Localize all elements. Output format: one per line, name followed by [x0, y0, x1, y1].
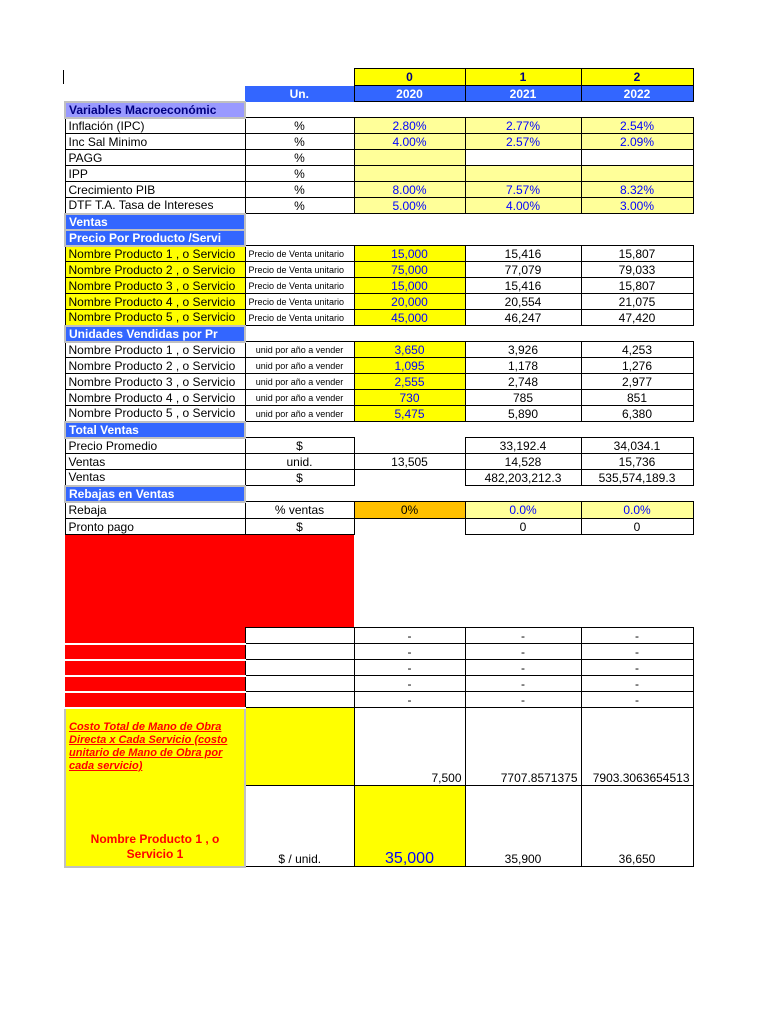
- value-cell[interactable]: 0: [465, 519, 581, 535]
- row-label[interactable]: Inflación (IPC): [65, 118, 245, 134]
- section-macro-title[interactable]: Variables Macroeconómic: [65, 102, 245, 118]
- row-unit[interactable]: unid.: [245, 454, 354, 470]
- value-cell[interactable]: 2,748: [465, 374, 581, 390]
- value-cell[interactable]: 2.54%: [581, 118, 693, 134]
- blank-cell[interactable]: [354, 230, 465, 246]
- product-label[interactable]: Nombre Producto 5 , o Servicio: [65, 310, 245, 326]
- servicios-note[interactable]: Empresas de Servicios No requieren materia Prima: [65, 535, 245, 628]
- value-cell[interactable]: 34,034.1: [581, 438, 693, 454]
- value-cell[interactable]: 77,079: [465, 262, 581, 278]
- section-total-title-row: [65, 422, 693, 438]
- value-cell[interactable]: 2,977: [581, 374, 693, 390]
- precio-row: [65, 294, 693, 310]
- blank-cell[interactable]: [354, 486, 465, 502]
- row-label[interactable]: Pronto pago: [65, 519, 245, 535]
- value-cell[interactable]: 5,890: [465, 406, 581, 422]
- section-ventas-title-row: [65, 214, 693, 230]
- precio-row: [65, 262, 693, 278]
- row-unit[interactable]: $: [245, 470, 354, 486]
- macro-row: [65, 134, 693, 150]
- dash-cell[interactable]: -: [465, 628, 581, 644]
- value-cell[interactable]: 5.00%: [354, 198, 465, 214]
- value-cell[interactable]: 15,416: [465, 278, 581, 294]
- unidades-row: [65, 390, 693, 406]
- value-cell[interactable]: 33,192.4: [465, 438, 581, 454]
- row-label[interactable]: IPP: [65, 166, 245, 182]
- value-cell[interactable]: 0.0%: [581, 502, 693, 519]
- value-cell[interactable]: 46,247: [465, 310, 581, 326]
- product-label[interactable]: Nombre Producto 5 , o Servicio: [65, 406, 245, 422]
- precio-row: [65, 278, 693, 294]
- product-label[interactable]: Nombre Producto 1 , o Servicio: [65, 342, 245, 358]
- blank-cell[interactable]: [245, 326, 354, 342]
- section-macro-title-row: [65, 102, 693, 118]
- row-unit[interactable]: %: [245, 166, 354, 182]
- value-cell[interactable]: 20,554: [465, 294, 581, 310]
- value-cell[interactable]: 15,000: [354, 278, 465, 294]
- blank-cell[interactable]: [354, 535, 465, 628]
- row-label[interactable]: PAGG: [65, 150, 245, 166]
- blank-cell[interactable]: [465, 535, 581, 628]
- value-cell[interactable]: 15,807: [581, 246, 693, 262]
- value-cell[interactable]: 535,574,189.3: [581, 470, 693, 486]
- dash-cell[interactable]: -: [465, 676, 581, 692]
- mano-obra-row: [65, 708, 693, 786]
- producto1-label[interactable]: Nombre Producto 1 , o Servicio 1: [65, 786, 245, 867]
- value-cell[interactable]: 20,000: [354, 294, 465, 310]
- producto1-row: [65, 786, 693, 867]
- row-unit[interactable]: %: [245, 118, 354, 134]
- blank-cell[interactable]: [465, 486, 581, 502]
- dash-cell[interactable]: -: [465, 660, 581, 676]
- blank-cell[interactable]: [245, 69, 354, 86]
- value-cell[interactable]: 79,033: [581, 262, 693, 278]
- red-cell[interactable]: [65, 692, 245, 708]
- value-cell[interactable]: 2.57%: [465, 134, 581, 150]
- blank-cell[interactable]: [465, 326, 581, 342]
- value-cell[interactable]: [581, 150, 693, 166]
- dash-cell[interactable]: -: [354, 628, 465, 644]
- blank-cell[interactable]: [354, 214, 465, 230]
- value-cell[interactable]: 21,075: [581, 294, 693, 310]
- value-cell[interactable]: 35,000: [354, 786, 465, 867]
- value-cell[interactable]: 1,178: [465, 358, 581, 374]
- macro-row: [65, 150, 693, 166]
- row-label[interactable]: DTF T.A. Tasa de Intereses: [65, 198, 245, 214]
- blank-cell[interactable]: [465, 214, 581, 230]
- value-cell[interactable]: 8.32%: [581, 182, 693, 198]
- value-cell[interactable]: 5,475: [354, 406, 465, 422]
- blank-cell[interactable]: [354, 326, 465, 342]
- value-cell[interactable]: [354, 438, 465, 454]
- period-cell[interactable]: 1: [465, 69, 581, 86]
- value-cell[interactable]: 35,900: [465, 786, 581, 867]
- blank-cell[interactable]: [465, 230, 581, 246]
- blank-cell[interactable]: [245, 102, 354, 118]
- blank-cell[interactable]: [354, 422, 465, 438]
- row-unit[interactable]: %: [245, 198, 354, 214]
- macro-row: [65, 118, 693, 134]
- unidades-row: [65, 358, 693, 374]
- row-unit[interactable]: % ventas: [245, 502, 354, 519]
- red-cell[interactable]: [245, 535, 354, 628]
- unidades-row: [65, 406, 693, 422]
- year-cell[interactable]: 2022: [581, 86, 693, 102]
- total-row: [65, 438, 693, 454]
- value-cell[interactable]: 15,416: [465, 246, 581, 262]
- value-cell[interactable]: 0%: [354, 502, 465, 519]
- value-cell[interactable]: 482,203,212.3: [465, 470, 581, 486]
- dash-cell[interactable]: -: [354, 692, 465, 708]
- section-total-title[interactable]: Total Ventas: [65, 422, 245, 438]
- blank-cell[interactable]: [245, 692, 354, 708]
- blank-cell[interactable]: [581, 230, 693, 246]
- total-row: [65, 470, 693, 486]
- blank-cell[interactable]: [245, 676, 354, 692]
- dash-cell[interactable]: -: [581, 676, 693, 692]
- blank-cell[interactable]: [245, 486, 354, 502]
- product-label[interactable]: Nombre Producto 2 , o Servicio: [65, 262, 245, 278]
- blank-cell[interactable]: [581, 535, 693, 628]
- blank-cell[interactable]: [245, 230, 354, 246]
- product-label[interactable]: Nombre Producto 4 , o Servicio: [65, 294, 245, 310]
- servicios-note-row: [65, 535, 693, 628]
- row-unit[interactable]: Precio de Venta unitario: [245, 294, 354, 310]
- row-unit[interactable]: $: [245, 438, 354, 454]
- blank-cell[interactable]: [245, 422, 354, 438]
- dash-cell[interactable]: -: [581, 644, 693, 660]
- row-unit[interactable]: %: [245, 150, 354, 166]
- unidades-row: [65, 342, 693, 358]
- blank-cell[interactable]: [465, 102, 581, 118]
- period-cell[interactable]: 0: [354, 69, 465, 86]
- header-years-row: [65, 86, 693, 102]
- value-cell[interactable]: 3.00%: [581, 198, 693, 214]
- row-unit[interactable]: unid por año a vender: [245, 390, 354, 406]
- value-cell[interactable]: 2,555: [354, 374, 465, 390]
- row-label[interactable]: Precio Promedio: [65, 438, 245, 454]
- dash-cell[interactable]: -: [465, 644, 581, 660]
- value-cell[interactable]: [581, 166, 693, 182]
- blank-cell[interactable]: [65, 69, 245, 86]
- blank-cell[interactable]: [245, 644, 354, 660]
- header-periods-row: [65, 69, 693, 86]
- value-cell[interactable]: 4.00%: [465, 198, 581, 214]
- dash-row: [65, 628, 693, 644]
- product-label[interactable]: Nombre Producto 3 , o Servicio: [65, 278, 245, 294]
- blank-cell[interactable]: [581, 486, 693, 502]
- blank-cell[interactable]: [581, 422, 693, 438]
- value-cell[interactable]: 1,276: [581, 358, 693, 374]
- value-cell[interactable]: 3,926: [465, 342, 581, 358]
- value-cell[interactable]: 75,000: [354, 262, 465, 278]
- dash-row: [65, 676, 693, 692]
- macro-row: [65, 166, 693, 182]
- row-label[interactable]: Crecimiento PIB: [65, 182, 245, 198]
- row-unit[interactable]: %: [245, 134, 354, 150]
- value-cell[interactable]: [354, 150, 465, 166]
- dash-cell[interactable]: -: [354, 676, 465, 692]
- dash-cell[interactable]: -: [581, 692, 693, 708]
- value-cell[interactable]: 0: [581, 519, 693, 535]
- value-cell[interactable]: [354, 519, 465, 535]
- value-cell[interactable]: 15,736: [581, 454, 693, 470]
- value-cell[interactable]: 7707.8571375: [465, 708, 581, 786]
- blank-cell[interactable]: [245, 660, 354, 676]
- blank-cell[interactable]: [245, 628, 354, 644]
- macro-row: [65, 182, 693, 198]
- dash-row: [65, 692, 693, 708]
- value-cell[interactable]: 1,095: [354, 358, 465, 374]
- red-cell[interactable]: [65, 676, 245, 692]
- section-rebajas-title[interactable]: Rebajas en Ventas: [65, 486, 245, 502]
- unit-header[interactable]: Un.: [245, 86, 354, 102]
- value-cell[interactable]: 14,528: [465, 454, 581, 470]
- blank-cell[interactable]: [465, 422, 581, 438]
- value-cell[interactable]: 36,650: [581, 786, 693, 867]
- value-cell[interactable]: 730: [354, 390, 465, 406]
- section-ventas-title[interactable]: Ventas: [65, 214, 245, 230]
- dash-cell[interactable]: -: [465, 692, 581, 708]
- macro-row: [65, 198, 693, 214]
- row-label[interactable]: Ventas: [65, 454, 245, 470]
- value-cell[interactable]: 785: [465, 390, 581, 406]
- row-label[interactable]: Rebaja: [65, 502, 245, 519]
- value-cell[interactable]: 15,000: [354, 246, 465, 262]
- red-cell[interactable]: [65, 660, 245, 676]
- dash-cell[interactable]: -: [581, 628, 693, 644]
- mano-obra-label[interactable]: Costo Total de Mano de Obra Directa x Cada Servicio (costo unitario de Mano de Obra por cada servicio): [65, 708, 245, 786]
- yellow-cell[interactable]: [245, 708, 354, 786]
- section-precio-title[interactable]: Precio Por Producto /Servi: [65, 230, 245, 246]
- blank-cell[interactable]: [65, 86, 245, 102]
- section-unidades-title[interactable]: Unidades Vendidas por Pr: [65, 326, 245, 342]
- value-cell[interactable]: 8.00%: [354, 182, 465, 198]
- value-cell[interactable]: 7.57%: [465, 182, 581, 198]
- value-cell[interactable]: 4.00%: [354, 134, 465, 150]
- row-unit[interactable]: unid por año a vender: [245, 358, 354, 374]
- precio-row: [65, 246, 693, 262]
- dash-row: [65, 644, 693, 660]
- value-cell[interactable]: [465, 166, 581, 182]
- rebaja-row: [65, 502, 693, 519]
- year-cell[interactable]: 2020: [354, 86, 465, 102]
- red-cell[interactable]: [65, 644, 245, 660]
- value-cell[interactable]: 47,420: [581, 310, 693, 326]
- row-unit[interactable]: Precio de Venta unitario: [245, 310, 354, 326]
- value-cell[interactable]: [465, 150, 581, 166]
- row-unit[interactable]: $: [245, 519, 354, 535]
- value-cell[interactable]: 0.0%: [465, 502, 581, 519]
- spreadsheet-grid[interactable]: [64, 68, 694, 868]
- product-label[interactable]: Nombre Producto 4 , o Servicio: [65, 390, 245, 406]
- blank-cell[interactable]: [354, 102, 465, 118]
- value-cell[interactable]: 4,253: [581, 342, 693, 358]
- dash-cell[interactable]: -: [581, 660, 693, 676]
- precio-row: [65, 310, 693, 326]
- value-cell[interactable]: 7,500: [354, 708, 465, 786]
- dash-cell[interactable]: -: [354, 660, 465, 676]
- red-cell[interactable]: [65, 628, 245, 644]
- section-rebajas-title-row: [65, 486, 693, 502]
- section-unidades-title-row: [65, 326, 693, 342]
- blank-cell[interactable]: [581, 102, 693, 118]
- value-cell[interactable]: 15,807: [581, 278, 693, 294]
- blank-cell[interactable]: [245, 214, 354, 230]
- row-unit[interactable]: %: [245, 182, 354, 198]
- value-cell[interactable]: 7903.3063654513: [581, 708, 693, 786]
- dash-row: [65, 660, 693, 676]
- value-cell[interactable]: 2.09%: [581, 134, 693, 150]
- row-label[interactable]: Inc Sal Minimo: [65, 134, 245, 150]
- row-unit[interactable]: Precio de Venta unitario: [245, 278, 354, 294]
- year-cell[interactable]: 2021: [465, 86, 581, 102]
- row-unit[interactable]: unid por año a vender: [245, 342, 354, 358]
- row-unit[interactable]: Precio de Venta unitario: [245, 262, 354, 278]
- row-unit[interactable]: $ / unid.: [245, 786, 354, 867]
- total-row: [65, 454, 693, 470]
- value-cell[interactable]: 2.77%: [465, 118, 581, 134]
- section-precio-title-row: [65, 230, 693, 246]
- value-cell[interactable]: 13,505: [354, 454, 465, 470]
- row-unit[interactable]: unid por año a vender: [245, 374, 354, 390]
- row-label[interactable]: Ventas: [65, 470, 245, 486]
- blank-cell[interactable]: [581, 326, 693, 342]
- value-cell[interactable]: 851: [581, 390, 693, 406]
- row-unit[interactable]: Precio de Venta unitario: [245, 246, 354, 262]
- product-label[interactable]: Nombre Producto 1 , o Servicio: [65, 246, 245, 262]
- pronto-pago-row: [65, 519, 693, 535]
- value-cell[interactable]: 2.80%: [354, 118, 465, 134]
- blank-cell[interactable]: [581, 214, 693, 230]
- product-label[interactable]: Nombre Producto 2 , o Servicio: [65, 358, 245, 374]
- dash-cell[interactable]: -: [354, 644, 465, 660]
- value-cell[interactable]: 3,650: [354, 342, 465, 358]
- period-cell[interactable]: 2: [581, 69, 693, 86]
- row-unit[interactable]: unid por año a vender: [245, 406, 354, 422]
- unidades-row: [65, 374, 693, 390]
- value-cell[interactable]: [354, 470, 465, 486]
- value-cell[interactable]: 45,000: [354, 310, 465, 326]
- product-label[interactable]: Nombre Producto 3 , o Servicio: [65, 374, 245, 390]
- value-cell[interactable]: 6,380: [581, 406, 693, 422]
- value-cell[interactable]: [354, 166, 465, 182]
